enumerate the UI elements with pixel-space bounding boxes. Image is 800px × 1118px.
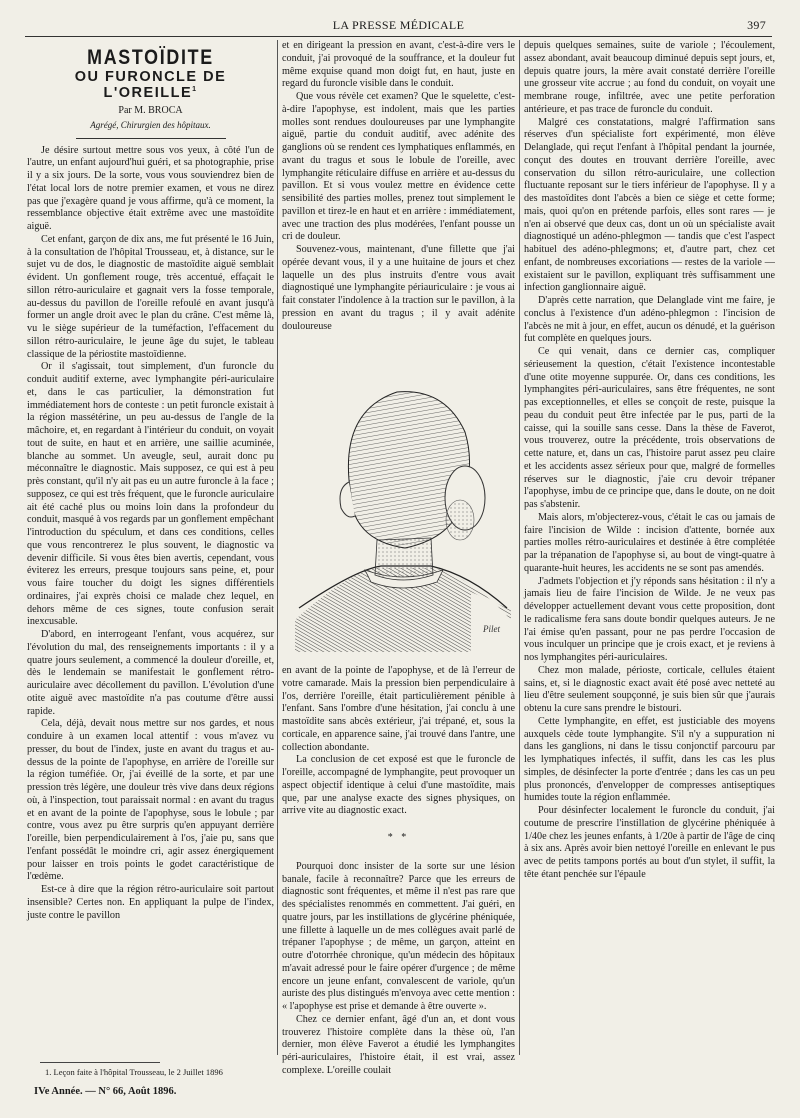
paragraph: La conclusion de cet exposé est que le furoncle de l'oreille, accompagné de lymphangite, peut provoquer un aspect objectif identique à celui d'une mastoïdite, mais que, par une analyse exacte des signes physiques, on arrive vite au diagnostic exact. (282, 754, 515, 817)
paragraph: Cela, déjà, devait nous mettre sur nos gardes, et nous conduire à un examen local attentif : vous m'avez vu presser, du bout de l'index, juste en avant du tragus et au-dessus de la pointe de l'apophyse, en arrière de l'oreille sur la région tuméfiée. Or, j'ai éveillé de la sorte, et par une pression très légère, une douleur très vive dans deux régions où, à l'inspection, tout paraissait normal : en avant du tragus et en avant de la pointe de l'apophyse, sous le lobule ; par contre, vous avez pu être surpris qu'en appuyant derrière l'oreille, bien perpendiculairement à l'os, j'aie pu, sans que l'enfant possédât le moindre cri, agir assez énergiquement pour laisser en trois points le godet caractéristique de l'œdème. (27, 718, 274, 883)
column-2-top (282, 40, 515, 361)
footnote-marker: 1 (192, 85, 198, 93)
footnote-rule (40, 1062, 160, 1063)
paragraph: Cette lymphangite, en effet, est justiciable des moyens auxquels cède toute lymphangite. S'il n'y a suppuration ni dans les ganglions, ni dans le tissu conjonctif parcouru par les lymphatiques infectés, il suffit, dans les cas les plus simples, de désinfecter la porte d'entrée ; dans les cas un peu plus prononcés, d'envelopper de compresses antiseptiques humides toute la région enflammée. (524, 715, 775, 804)
paragraph: depuis quelques semaines, suite de variole ; l'écoulement, assez abondant, avait beaucoup diminué depuis sept jours, et, depuis quatre jours, la mère avait constaté derrière l'oreille une grosseur vite accrue ; au fond du conduit, on voyait une membrane rouge, infiltrée, avec une petite perforation antérieure, et pas trace de furoncle du conduit. (524, 40, 775, 115)
paragraph: Est-ce à dire que la région rétro-auriculaire soit partout insensible? Certes non. En appliquant la pulpe de l'index, juste contre le pavillon (27, 884, 274, 921)
paragraph: Pourquoi donc insister de la sorte sur une lésion banale, facile à reconnaître? Parce que les erreurs de diagnostic sont fréquentes, et même il n'est pas rare que des spécialistes renommés en commettent. J'ai guéri, en quatre jours, par les instillations de glycérine phéniquée, une fillette à laquelle un de mes collègues avait parlé de trépaner l'apophyse ; de même, un garçon, atteint en outre d'otorrhée chronique, qu'un médecin des hôpitaux m'avait adressé pour le faire opérer d'urgence ; de même encore un jeune enfant, convalescent de variole, qu'un auriste des plus distingués m'envoya avec cette mention : « l'apophyse est prise et demande à être ouverte ». (282, 860, 515, 1012)
title-rule (76, 138, 226, 139)
engraver-signature: Pilet (483, 624, 500, 634)
paragraph: Ce qui venait, dans ce dernier cas, compliquer sérieusement la question, c'était l'existence incontestable d'une otite moyenne suppurée. Or, dans ces conditions, les lymphangites péri-auriculaires, sans être fréquentes, ne sont pas exceptionnelles, et elles se conçoit de reste, puisque la peau du conduit peut être infectée par le pus, parti de la caisse, qui la souille sans cesse. Dans la thèse de Faverot, vous trouverez, outre la précédente, trois observations de cette nature, et, dans un cas, l'histoire parut assez peu claire et les accidents assez sérieux pour que, malgré de formelles réserves sur le diagnostic, j'aie cru devoir trépaner l'apophyse, imbu de ce principe que, dans le doute, on ne doit pas s'abstenir. (524, 346, 775, 510)
issue-line: IVe Année. — N° 66, Août 1896. (34, 1086, 177, 1097)
paragraph: J'admets l'objection et j'y réponds sans hésitation : il n'y a jamais lieu de faire l'incision de Wilde. Je ne veux pas développer actuellement devant vous cette proposition, dont le radicalisme fera sans doute bondir quelques auteurs. Je ne l'ai émise qu'en passant, pour ne pas perdre l'occasion de vous inculquer un principe que je crois exact, et je reviens à nos lymphangites péri-auriculaires. (524, 575, 775, 663)
column-divider (519, 40, 520, 1055)
footnote: 1. Leçon faite à l'hôpital Trousseau, le 2 Juillet 1896 (45, 1067, 223, 1077)
running-head (25, 18, 772, 34)
header-rule (25, 36, 772, 37)
paragraph: Que vous révèle cet examen? Que le squelette, c'est-à-dire l'apophyse, est indolent, mais que les parties molles sont rendues douloureuses par une lymphangite aiguë, partie du conduit auditif, avec adénite des ganglions où se rendent ces lymphatiques enflammés, en avant du tragus et sous le lobule de l'oreille, avec lymphangite réticulaire diffuse en arrière et au-dessus du pavillon. Et si vous voulez mettre en évidence cette sensibilité des parties molles, prenez tout simplement le pavillon et tirez-le en haut et en arrière : immédiatement, avec une traction des plus modérées, l'enfant pousse un cri de douleur. (282, 91, 515, 243)
boy-head-engraving (285, 370, 517, 652)
column-divider (277, 40, 278, 1055)
paragraph: Souvenez-vous, maintenant, d'une fillette que j'ai opérée devant vous, il y a une huitaine de jours et chez laquelle un des plus instruits d'entre vous avait diagnostiqué une lymphangite périauriculaire : je vous ai fait constater l'indolence à la traction sur le pavillon, à la pression en avant du tragus ; il y avait adénite douloureuse (282, 244, 515, 332)
byline: Par M. BROCA (118, 105, 183, 117)
paragraph: Chez ce dernier enfant, âgé d'un an, et dont vous trouverez l'histoire complète dans la thèse où, l'an dernier, mon élève Faverot a étudié les lymphangites péri-auriculaires, l'histoire était, il est vrai, assez complexe. L'oreille coulait (282, 1013, 515, 1076)
paragraph: D'après cette narration, que Delanglade vint me faire, je conclus à l'existence d'un adéno-phlegmon : l'incision de l'abcès ne mit à jour, en effet, aucun os dénudé, et la guérison fut complète en quelques jours. (524, 295, 775, 345)
column-1 (27, 40, 274, 1050)
paragraph: Cet enfant, garçon de dix ans, me fut présenté le 16 Juin, à la consultation de l'hôpital Trousseau, et, à distance, sur le sujet vu de dos, le diagnostic de mastoïdite aiguë semblait évident. Un gonflement rouge, très accentué, effaçait le sillon rétro-auriculaire et gagnait vers la fosse temporale, au-dessus du pavillon de l'oreille refoulé en avant jusqu'à former un angle droit avec le plan du crâne. C'est même là, vu le siège supérieur de la tuméfaction, l'effacement du sillon rétro-auriculaire, le jeune âge du sujet, le tableau classique de la périostite mastoïdienne. (27, 233, 274, 360)
paragraph: et en dirigeant la pression en avant, c'est-à-dire vers le conduit, j'ai provoqué de la souffrance, et la douleur fut même exquise quand mon doigt fut, en haut, juste en regard du furoncle visible dans le conduit. (282, 40, 515, 90)
paragraph: Malgré ces constatations, malgré l'affirmation sans réserves d'un spécialiste fort expérimenté, mon élève Delanglade, qui reçut l'enfant à l'hôpital pendant la journée, conçut des doutes en trouvant derrière l'oreille, avec conservation du sillon rétro-auriculaire, une collection fluctuante reposant sur le tiers inférieur de l'apophyse. Il y a des mastoïdites dont l'abcès a bien ce siège et cette forme; mais, quoi qu'on en prétende parfois, elles sont rares — je n'en ai observé que deux cas, dont un où un spécialiste avait diagnostiqué un adéno-phlegmon — tandis que c'est l'aspect habituel des adéno-phlegmons; et, d'autre part, chez cet enfant, de nombreuses excoriations — restes de la variole — existaient sur le pavillon, expliquant très suffisamment une infection ganglionnaire aiguë. (524, 116, 775, 294)
paragraph: Je désire surtout mettre sous vos yeux, à côté l'un de l'autre, un enfant aujourd'hui guéri, et sa photographie, prise il y a six jours. De la sorte, vous vous souviendrez bien de l'état local lors de notre premier examen, et vous ne direz pas que j'exagère quand je vous affirme, qu'à ce moment, la ressemblance objective était extrême avec une mastoïdite aiguë. (27, 144, 274, 233)
paragraph: Chez mon malade, périoste, corticale, cellules étaient sains, et, si le diagnostic exact avait été posé avec netteté au lieu d'être seulement soupçonné, je suis bien sûr que j'aurais obtenu la cure sans prendre le bistouri. (524, 664, 775, 714)
column-2-bottom (282, 665, 515, 1076)
section-separator: * * (387, 832, 410, 843)
paragraph: Mais alors, m'objecterez-vous, c'était le cas ou jamais de faire l'incision de Wilde : incision d'attente, bornée aux parties molles rétro-auriculaires et destinée à être complétée par la trépanation de l'apophyse si, au bout de vingt-quatre à quarante-huit heures, les accidents ne se sont pas amendés. (524, 511, 775, 574)
article-subtitle-text: OU FURONCLE DE L'OREILLE (74, 68, 227, 101)
article-title: MASTOÏDITE (87, 46, 214, 69)
paragraph: en avant de la pointe de l'apophyse, et de là l'erreur de votre camarade. Mais la pression bien perpendiculaire à l'os, derrière l'oreille, était particulièrement pénible à l'enfant. Sans l'ombre d'une hésitation, j'ai conclu à une mastoïdite sans abcès extérieur, j'ai trépané, et, sous la corticale, en apparence saine, j'ai trouvé dans l'antre, une collection abondante. (282, 665, 515, 753)
paragraph: Pour désinfecter localement le furoncle du conduit, j'ai coutume de prescrire l'instillation de glycérine phéniquée à 1/40e chez les jeunes enfants, à 1/20e à partir de l'âge de cinq à six ans. Après avoir bien nettoyé l'oreille en enlevant le pus avec de petits tampons portés au bout d'un stylet, il suffit, la tête étant penchée sur l'épaule (524, 805, 775, 880)
author-affiliation: Agrégé, Chirurgien des hôpitaux. (90, 119, 211, 130)
journal-title: LA PRESSE MÉDICALE (332, 18, 465, 32)
article-subtitle (27, 68, 274, 101)
column-3 (524, 40, 775, 1105)
paragraph: D'abord, en interrogeant l'enfant, vous acquérez, sur l'évolution du mal, des renseignements importants : il y a quatre jours seulement, a commencé la douleur d'oreille, et, dès le lendemain se manifestait le gonflement rétro-auriculaire avec décollement du pavillon. L'évolution d'une otite aiguë avec mastoïdite n'a pas coutume d'être aussi rapide. (27, 629, 274, 717)
paragraph: Or il s'agissait, tout simplement, d'un furoncle du conduit auditif externe, avec lymphangite péri-auriculaire et, dans le cas particulier, la démonstration fut immédiatement hors de conteste : un petit furoncle existait à la région massétérine, un peu au-dessus de l'angle de la mâchoire, et, en regardant à l'intérieur du conduit, on voyait tout de suite, en haut et en arrière, une saillie acuminée, blanche au sommet. Un aveugle, seul, aurait donc pu méconnaître le diagnostic. Mais supposez, ce qui est à peu près constant, qu'il n'y ait pas eu un autre furoncle à la face ; supposez, ce qui est très fréquent, que le furoncle auriculaire ait été caché plus ou moins loin dans la profondeur du conduit, masqué à vos regards par un gonflement empêchant l'introduction du spéculum, et dans ces conditions, celles que vous rencontrerez le plus souvent, le diagnostic va devenir difficile. Si vous êtes bien avertis, cependant, vous éviterez les erreurs, presque toujours sans peine, et, pour vous faire toucher du doigt les signes différentiels ordinaires, j'ai exprès choisi ce malade chez lequel, en dehors même de ces signes, toute confusion serait inexcusable. (27, 361, 274, 628)
page-number: 397 (747, 18, 766, 32)
